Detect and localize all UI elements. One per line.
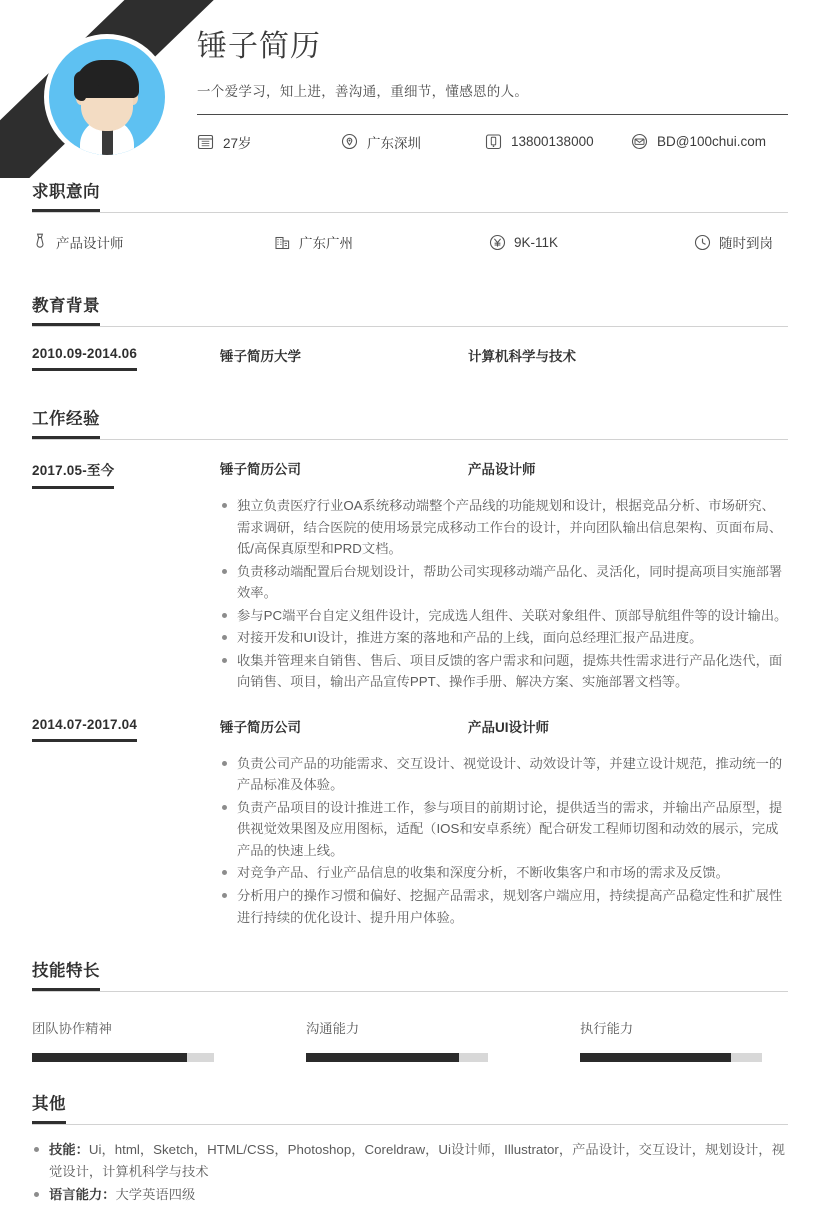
experience-date-value: 2017.05-至今: [32, 459, 114, 489]
list-item: 负责移动端配置后台规划设计，帮助公司实现移动端产品化、灵活化，同时提高项目实施部署效率。: [220, 561, 788, 604]
intention-position: [32, 232, 274, 252]
contact-row: [197, 132, 788, 152]
section-title-other: 其他: [32, 1090, 66, 1124]
mobile-phone-icon: [485, 133, 502, 150]
contact-age: [197, 132, 341, 152]
experience-date: [32, 458, 220, 694]
experience-date: [32, 716, 220, 929]
skill-progress-track: [306, 1053, 488, 1062]
job-intention-row: [32, 232, 788, 252]
location-pin-icon: [341, 133, 358, 150]
section-title-job-intention: 求职意向: [32, 178, 100, 212]
header-divider: [197, 114, 788, 115]
experience-company: 锤子简历公司: [220, 462, 301, 477]
experience-bullet-list: [220, 753, 788, 928]
list-item: 独立负责医疗行业OA系统移动端整个产品线的功能规划和设计，根据竞品分析、市场研究、需求调研，结合医院的使用场景完成移动工作台的设计，并向团队输出信息架构、页面布局、低/高保真原型和PRD文档。: [220, 495, 788, 560]
skill-label: 团队协作精神: [32, 1021, 112, 1037]
other-key: 技能：: [49, 1142, 89, 1158]
skill-item: [306, 1018, 580, 1062]
other-list: [32, 1139, 788, 1206]
experience-role: 产品设计师: [468, 462, 536, 477]
male-avatar-illustration: [49, 39, 165, 155]
contact-location-value: 广东深圳: [367, 135, 421, 151]
education-major: 计算机科学与技术: [468, 349, 576, 364]
skill-item: [32, 1018, 306, 1062]
skill-progress-track: [580, 1053, 762, 1062]
other-key: 语言能力：: [49, 1187, 116, 1203]
building-icon: [274, 234, 291, 251]
list-item: 对接开发和UI设计，推进方案的落地和产品的上线，面向总经理汇报产品进度。: [220, 627, 788, 649]
intention-city: [274, 232, 489, 252]
education-date-value: 2010.09-2014.06: [32, 346, 137, 371]
section-other: [0, 1090, 820, 1206]
experience-bullet-list: [220, 495, 788, 693]
list-item: 参与PC端平台自定义组件设计，完成选人组件、关联对象组件、顶部导航组件等的设计输出。: [220, 605, 788, 627]
necktie-icon: [32, 233, 48, 251]
other-value: Ui，html，Sketch，HTML/CSS，Photoshop，Coreldraw，Ui设计师，Illustrator，产品设计，交互设计，规划设计，视觉设计，计算机科学与技术: [49, 1142, 785, 1179]
contact-location: [341, 132, 485, 152]
intention-salary-value: 9K-11K: [514, 234, 559, 250]
section-title-skills: 技能特长: [32, 957, 100, 991]
experience-role: 产品UI设计师: [468, 719, 549, 735]
section-header: [32, 957, 788, 992]
skill-progress-fill: [32, 1053, 187, 1062]
list-item: 分析用户的操作习惯和偏好、挖掘产品需求，规划客户端应用，持续提高产品稳定性和扩展性进行持续的优化设计、提升用户体验。: [220, 885, 788, 928]
section-title-education: 教育背景: [32, 292, 100, 326]
intention-city-value: 广东广州: [299, 236, 353, 251]
skill-item: [580, 1018, 820, 1062]
skills-row: [32, 1018, 788, 1062]
section-title-work-experience: 工作经验: [32, 405, 100, 439]
skill-label: 沟通能力: [306, 1021, 360, 1037]
skill-progress-fill: [306, 1053, 459, 1062]
contact-email: [631, 132, 766, 152]
other-value: 大学英语四级: [115, 1187, 196, 1203]
header-tagline: 一个爱学习，知上进，善沟通，重细节，懂感恩的人。: [197, 83, 529, 99]
education-entry: [32, 345, 788, 371]
envelope-icon: [631, 133, 648, 150]
contact-phone: [485, 132, 631, 152]
calendar-icon: [197, 133, 214, 150]
intention-availability-value: 随时到岗: [719, 236, 773, 251]
section-work-experience: [0, 405, 820, 929]
list-item: 负责产品项目的设计推进工作，参与项目的前期讨论，提供适当的需求，并输出产品原型，提供视觉效果图及应用图标，适配（IOS和安卓系统）配合研发工程师切图和动效的展示，完成产品的快速上线。: [220, 797, 788, 862]
section-education: [0, 292, 820, 371]
avatar: [44, 34, 170, 160]
skill-label: 执行能力: [580, 1021, 634, 1037]
intention-position-value: 产品设计师: [56, 236, 124, 251]
section-job-intention: [0, 178, 820, 252]
resume-header: [0, 0, 820, 178]
section-header: [32, 178, 788, 213]
clock-icon: [694, 234, 711, 251]
list-item: 对竞争产品、行业产品信息的收集和深度分析，不断收集客户和市场的需求及反馈。: [220, 862, 788, 884]
education-school: 锤子简历大学: [220, 349, 301, 364]
contact-age-value: 27岁: [223, 135, 252, 151]
skill-progress-track: [32, 1053, 214, 1062]
intention-availability: [694, 232, 773, 252]
experience-entry: [32, 716, 788, 929]
section-skills: [0, 957, 820, 1062]
experience-entry: [32, 458, 788, 694]
section-header: [32, 405, 788, 440]
list-item: [32, 1184, 788, 1206]
yuan-currency-icon: [489, 234, 506, 251]
list-item: 收集并管理来自销售、售后、项目反馈的客户需求和问题，提炼共性需求进行产品化迭代，面向销售、项目，输出产品宣传PPT、操作手册、解决方案、实施部署文档等。: [220, 650, 788, 693]
contact-email-value: BD@100chui.com: [657, 134, 767, 149]
skill-progress-fill: [580, 1053, 731, 1062]
education-date: [32, 345, 220, 371]
contact-phone-value: 13800138000: [511, 134, 594, 149]
experience-company: 锤子简历公司: [220, 719, 301, 735]
intention-salary: [489, 232, 694, 252]
page-title: 锤子简历: [197, 30, 321, 63]
list-item: [32, 1139, 788, 1182]
experience-date-value: 2014.07-2017.04: [32, 717, 137, 742]
list-item: 负责公司产品的功能需求、交互设计、视觉设计、动效设计等，并建立设计规范，推动统一的产品标准及体验。: [220, 753, 788, 796]
section-header: [32, 1090, 788, 1125]
section-header: [32, 292, 788, 327]
